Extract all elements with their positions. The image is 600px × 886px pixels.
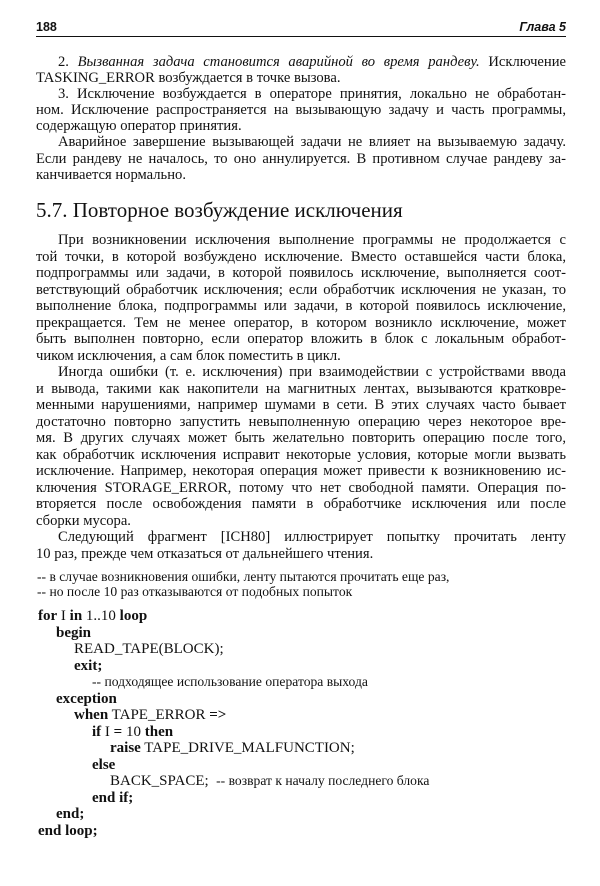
- text-line: [36, 397, 566, 414]
- text-line: [36, 414, 566, 431]
- code-comments: [37, 569, 449, 599]
- code-line: [74, 641, 224, 658]
- running-header: [36, 20, 566, 36]
- header-rule: [36, 36, 566, 37]
- text-block-section: [36, 232, 566, 562]
- code-line: [92, 674, 368, 691]
- text-span: содержащую оператор принятия.: [36, 118, 242, 135]
- code-keyword: exception: [56, 690, 117, 707]
- code-keyword: if: [92, 723, 102, 740]
- text-span: сборки мусора.: [36, 512, 131, 529]
- text-span: TASKING_ERROR возбуждается в точке вызова.: [36, 70, 341, 87]
- text-line: [36, 86, 566, 102]
- text-line: [36, 54, 566, 70]
- code-keyword: then: [144, 723, 174, 740]
- text-line: [36, 364, 566, 381]
- text-span: Следующий фрагмент [ICH80] иллюстрирует попытку прочитать ленту: [58, 529, 566, 545]
- text-line: [36, 480, 566, 497]
- code-text: READ_TAPE(BLOCK);: [74, 641, 224, 657]
- text-span: ветствующий обработчик исключения; если обработчик исключения не указан, то: [36, 281, 566, 298]
- text-span: 3. Исключение возбуждается в операторе принятия, локально не обработан-: [58, 86, 566, 103]
- code-keyword: when: [74, 707, 109, 723]
- code-line: [38, 823, 98, 840]
- code-text: BACK_SPACE;: [110, 773, 217, 789]
- text-span: Если рандеву не началось, то оно аннулируется. В противном случае рандеву за-: [36, 150, 566, 167]
- code-keyword: for: [38, 608, 58, 624]
- text-line: [36, 496, 566, 513]
- code-keyword: exit;: [74, 657, 103, 674]
- text-line: [36, 513, 566, 530]
- text-span: подпрограммы или задачи, в которой появилось исключение, выполняется соот-: [36, 265, 566, 281]
- text-span: ном. Исключение распространяется на вызывающую задачу и часть программы,: [36, 102, 566, 119]
- comment-line: -- но после 10 раз отказываются от подобных попыток: [37, 584, 353, 599]
- text-line: [36, 315, 566, 332]
- page-number: 188: [36, 20, 57, 34]
- text-line: [36, 546, 566, 563]
- code-line: [74, 658, 102, 675]
- text-line: [36, 348, 566, 365]
- text-line: [36, 282, 566, 299]
- text-line: [36, 447, 566, 464]
- code-line: [56, 806, 84, 823]
- text-span: 10 раз, прежде чем отказаться от дальнейшего чтения.: [36, 545, 374, 562]
- code-line: [56, 691, 117, 708]
- text-line: [36, 249, 566, 266]
- code-comment: -- возврат к началу последнего блока: [216, 773, 430, 788]
- code-keyword: in: [69, 608, 83, 624]
- text-span: чиком исключения, а сам блок поместить в цикл.: [36, 347, 341, 364]
- code-keyword: end;: [56, 806, 85, 822]
- text-span: 2.: [58, 54, 78, 70]
- text-block-intro: [36, 54, 566, 183]
- text-span: При возникновении исключения выполнение программы не продолжается с: [58, 232, 566, 248]
- text-span: исключение. Например, некоторая операция может привести к возникновению ис-: [36, 463, 566, 479]
- text-span: и вывода, такими как накопители на магнитных лентах, вызываются кратковре-: [36, 380, 566, 397]
- code-line: [110, 773, 429, 790]
- code-comment: -- подходящее использование оператора выхода: [92, 674, 368, 689]
- code-keyword: else: [92, 756, 116, 773]
- text-span: мя. В других случаях может быть желательно повторить операцию после того,: [36, 430, 566, 446]
- text-span: Иногда ошибки (т. е. исключения) при взаимодействии с устройствами ввода: [58, 364, 566, 380]
- code-keyword: loop: [119, 608, 148, 624]
- text-line: [36, 134, 566, 150]
- code-keyword: =>: [209, 707, 227, 723]
- text-span: вторяется после освобождения памяти в обработчике исключения или после: [36, 496, 566, 512]
- text-span: менными нарушениями, например шумами в сети. В этих случаях часто бывает: [36, 397, 566, 413]
- text-line: [36, 102, 566, 118]
- code-line: [92, 790, 133, 807]
- code-line: [74, 707, 226, 724]
- text-span: как обработчик исключения исправит некоторые условия, которые могли вызвать: [36, 446, 566, 463]
- text-line: [36, 463, 566, 480]
- code-keyword: =: [113, 723, 123, 740]
- text-line: [36, 167, 566, 183]
- text-span: канчивается нормально.: [36, 166, 186, 183]
- code-keyword: raise: [110, 740, 141, 756]
- text-span: быть выполнен повторно, если оператор вложить в блок с локальным обработ-: [36, 331, 566, 347]
- text-line: [36, 232, 566, 249]
- text-span: Исключение: [479, 54, 567, 70]
- code-text: I: [57, 608, 70, 624]
- text-line: [36, 430, 566, 447]
- italic-text: Вызванная задача становится аварийной во время рандеву.: [77, 54, 480, 70]
- code-keyword: begin: [56, 624, 92, 641]
- section-heading: 5.7. Повторное возбуждение исключения: [36, 198, 403, 222]
- code-text: TAPE_ERROR: [108, 707, 210, 723]
- text-span: выполнение блока, подпрограммы или задачи, в которой появилось исключение,: [36, 298, 566, 314]
- text-line: [36, 265, 566, 282]
- code-line: [56, 625, 91, 642]
- text-line: [36, 381, 566, 398]
- code-line: [38, 608, 147, 625]
- text-line: [36, 529, 566, 546]
- text-line: [36, 298, 566, 315]
- text-span: той точки, в которой возбуждено исключение. Вместо оставшейся части блока,: [36, 248, 566, 265]
- code-line: [110, 740, 355, 757]
- text-line: [36, 331, 566, 348]
- code-line: [92, 724, 173, 741]
- text-line: [36, 70, 566, 86]
- code-text: 1..10: [82, 608, 120, 624]
- code-text: I: [101, 723, 114, 740]
- code-text: TAPE_DRIVE_MALFUNCTION;: [140, 740, 355, 756]
- code-keyword: end if;: [92, 789, 134, 806]
- text-line: [36, 118, 566, 134]
- text-line: [36, 151, 566, 167]
- code-keyword: end loop;: [38, 822, 98, 839]
- code-line: [92, 757, 115, 774]
- text-span: Аварийное завершение вызывающей задачи не влияет на вызываемую задачу.: [58, 134, 566, 151]
- comment-line: -- в случае возникновения ошибки, ленту пытаются прочитать еще раз,: [37, 569, 450, 584]
- text-span: достаточно повторно запустить невыполненную операцию через некоторое вре-: [36, 413, 566, 430]
- text-span: прекращается. Тем не менее оператор, в котором возникло исключение, может: [36, 314, 566, 331]
- chapter-label: Глава 5: [519, 20, 566, 34]
- code-text: 10: [122, 723, 145, 740]
- text-span: ключения STORAGE_ERROR, потому что нет свободной памяти. Операция по-: [36, 479, 566, 496]
